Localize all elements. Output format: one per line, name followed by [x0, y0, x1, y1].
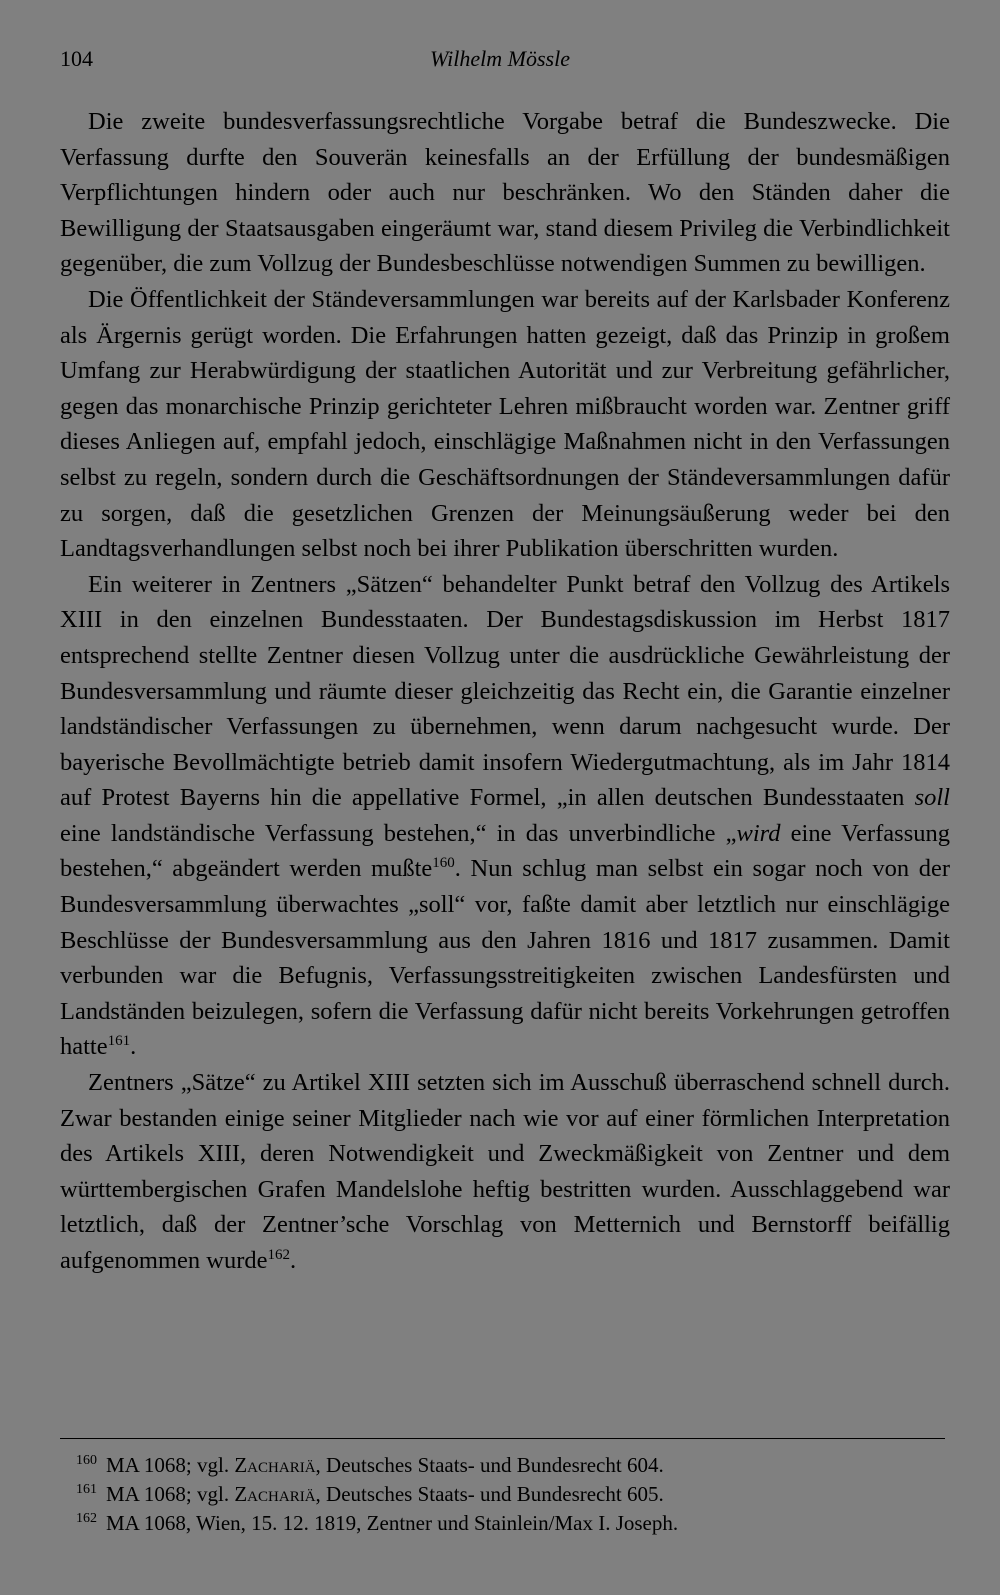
footnote: 162 MA 1068, Wien, 15. 12. 1819, Zentner und Stainlein/Max I. Joseph. [76, 1511, 679, 1535]
paragraph [60, 567, 950, 1065]
footnote-text: MA 1068; vgl. [106, 1482, 235, 1506]
footnote-ref[interactable]: 160 [432, 855, 455, 872]
paragraph: Die zweite bundesverfassungsrechtliche Vorgabe betraf die Bundeszwecke. Die Verfassung durfte den Souverän keinesfalls an der Erfüllung der bundesmäßigen Verpflichtungen hindern oder auch nur beschränken. Wo den Ständen daher die Bewilligung der Staatsausgaben eingeräumt war, stand diesem Privileg die Verbindlichkeit gegenüber, die zum Vollzug der Bundesbeschlüsse notwendigen Summen zu bewilligen. [60, 108, 950, 278]
running-head: Wilhelm Mössle [430, 46, 570, 71]
footnote-ref[interactable]: 161 [107, 1033, 131, 1050]
emphasis: soll [914, 784, 950, 812]
paragraph [60, 1065, 950, 1279]
body-text [60, 104, 950, 1279]
footnotes [76, 1451, 946, 1538]
footnote-text: , Deutsches Staats- und Bundesrecht 604. [315, 1453, 664, 1477]
text-run: Ein weiterer in Zentners „Sätzen“ behandelter Punkt betraf den Vollzug des Artikels XIII in den einzelnen Bundesstaaten. Der Bundestagsdiskussion im Herbst 1817 entsprechend stellte Zentner diesen Vollzug unter die ausdrückliche Gewährleistung der Bundesversammlung und räumte dieser gleichzeitig das Recht ein, die Garantie einzelner landständischer Verfassungen zu übernehmen, wenn darum nachgesucht wurde. Der bayerische Bevollmächtigte betrieb damit insofern Wiedergutmachtung, als im Jahr 1814 auf Protest Bayerns hin die appellative Formel, „in allen deutschen Bundesstaaten [60, 570, 950, 812]
footnote-text: , Deutsches Staats- und Bundesrecht 605. [315, 1482, 664, 1506]
text-run: Zentners „Sätze“ zu Artikel XIII setzten sich im Ausschuß überraschend schnell durch. Zwar bestanden einige seiner Mitglieder nach wie vor auf einer förmlichen Interpretation des Artikels XIII, deren Notwendigkeit und Zweckmäßigkeit von Zentner und dem württembergischen Grafen Mandelslohe heftig bestritten wurden. Ausschlaggebend war letztlich, daß der Zentner’sche Vorschlag von Metternich und Bernstorff beifällig aufgenommen wurde [60, 1069, 950, 1274]
footnote-text: MA 1068, Wien, 15. 12. 1819, Zentner und Stainlein/Max I. Joseph. [106, 1511, 679, 1535]
footnote-divider [60, 1438, 945, 1439]
text-run: eine Verfassung bestehen,“ abgeändert werden mußte [60, 819, 950, 883]
page-number: 104 [60, 46, 93, 71]
footnote-text: MA 1068; vgl. [106, 1453, 235, 1477]
footnote: 161 MA 1068; vgl. Zachariä, Deutsches Staats- und Bundesrecht 605. [76, 1482, 664, 1506]
footnote: 160 MA 1068; vgl. Zachariä, Deutsches Staats- und Bundesrecht 604. [76, 1453, 664, 1477]
page-header [60, 46, 940, 76]
footnote-ref[interactable]: 162 [267, 1247, 290, 1263]
emphasis: wird [736, 819, 781, 847]
footnote-author: Zachariä [234, 1453, 316, 1477]
text-run: . [130, 1033, 137, 1061]
footnote-author: Zachariä [234, 1482, 316, 1506]
text-run: . [290, 1247, 297, 1274]
text-run: eine landständische Verfassung bestehen,“ in das unverbindliche „ [60, 819, 737, 847]
text-run: . Nun schlug man selbst ein sogar noch von der Bundesversammlung überwachtes „soll“ vor, faßte damit aber letztlich nur einschlägige Beschlüsse der Bundesversammlung aus den Jahren 1816 und 1817 zusammen. Damit verbunden war die Befugnis, Verfassungsstreitigkeiten zwischen Landesfürsten und Landständen beizulegen, sofern die Verfassung dafür nicht bereits Vorkehrungen getroffen hatte [60, 855, 950, 1061]
paragraph: Die Öffentlichkeit der Ständeversammlungen war bereits auf der Karlsbader Konferenz als Ärgernis gerügt worden. Die Erfahrungen hatten gezeigt, daß das Prinzip in großem Umfang zur Herabwürdigung der staatlichen Autorität und zur Verbreitung gefährlicher, gegen das monarchische Prinzip gerichteter Lehren mißbraucht worden war. Zentner griff dieses Anliegen auf, empfahl jedoch, einschlägige Maßnahmen nicht in den Verfassungen selbst zu regeln, sondern durch die Geschäftsordnungen der Ständeversammlungen dafür zu sorgen, daß die gesetzlichen Grenzen der Meinungsäußerung weder bei den Landtagsverhandlungen selbst noch bei ihrer Publikation überschritten wurden. [60, 285, 950, 563]
